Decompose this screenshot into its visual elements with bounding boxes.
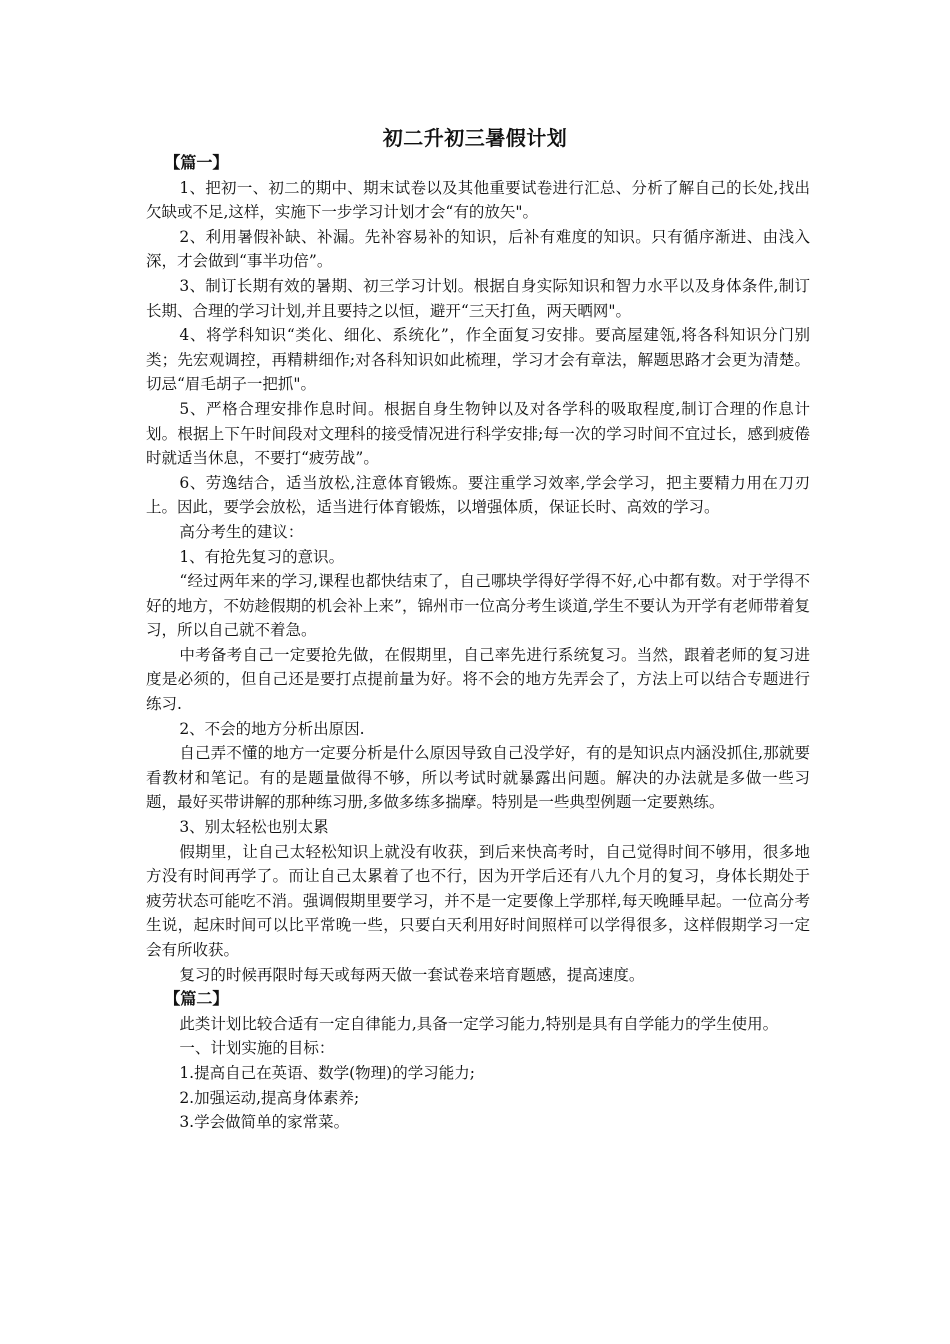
- paragraph: 3、制订长期有效的暑期、初三学习计划。根据自身实际知识和智力水平以及身体条件,制订长期、合理的学习计划,并且要持之以恒，避开“三天打鱼，两天晒网"。: [146, 276, 810, 320]
- paragraph: 1.提高自己在英语、数学(物理)的学习能力;: [179, 1063, 475, 1082]
- paragraph: 5、严格合理安排作息时间。根据自身生物钟以及对各学科的吸取程度,制订合理的作息计划。根据上下午时间段对文理科的接受情况进行科学安排;每一次的学习时间不宜过长，感到疲倦时就适当休息，不要打“疲劳战”。: [146, 399, 810, 468]
- section-heading: 【篇一】: [164, 153, 229, 172]
- document-body: [146, 151, 810, 1135]
- section-heading: 【篇二】: [164, 989, 229, 1009]
- paragraph: 假期里，让自己太轻松知识上就没有收获，到后来快高考时，自己觉得时间不够用，很多地方没有时间再学了。而让自己太累着了也不行，因为开学后还有八九个月的复习，身体长期处于疲劳状态可能吃不消。强调假期里要学习，并不是一定要像上学那样,每天晚睡早起。一位高分考生说，起床时间可以比平常晚一些，只要白天利用好时间照样可以学得很多，这样假期学习一定会有所收获。: [146, 842, 810, 959]
- paragraph: 6、劳逸结合，适当放松,注意体育锻炼。要注重学习效率,学会学习，把主要精力用在刀刃上。因此，要学会放松，适当进行体育锻炼，以增强体质，保证长时、高效的学习。: [146, 473, 810, 517]
- paragraph: 一、计划实施的目标：: [179, 1039, 335, 1058]
- paragraph: 中考备考自己一定要抢先做，在假期里，自己率先进行系统复习。当然，跟着老师的复习进度是必须的，但自己还是要打点提前量为好。将不会的地方先弄会了，方法上可以结合专题进行练习.: [146, 645, 810, 714]
- paragraph: “经过两年来的学习,课程也都快结束了，自己哪块学得好学得不好,心中都有数。对于学得不好的地方，不妨趁假期的机会补上来”，锦州市一位高分考生谈道,学生不要认为开学有老师带着复习，所以自己就不着急。: [146, 572, 810, 640]
- paragraph: 复习的时候再限时每天或每两天做一套试卷来培育题感，提高速度。: [179, 965, 645, 984]
- paragraph: 此类计划比较合适有一定自律能力,具备一定学习能力,特别是具有自学能力的学生使用。: [179, 1014, 779, 1033]
- paragraph: 2.加强运动,提高身体素养;: [179, 1088, 360, 1107]
- paragraph: 1、有抢先复习的意识。: [179, 547, 345, 566]
- paragraph: 自己弄不懂的地方一定要分析是什么原因导致自己没学好，有的是知识点内涵没抓住,那就要看教材和笔记。有的是题量做得不够，所以考试时就暴露出问题。解决的办法就是多做一些习题，最好买带讲解的那种练习册,多做多练多揣摩。特别是一些典型例题一定要熟练。: [146, 744, 810, 812]
- paragraph: 4、将学科知识“类化、细化、系统化”，作全面复习安排。要高屋建瓴,将各科知识分门别类；先宏观调控，再精耕细作;对各科知识如此梳理，学习才会有章法，解题思路才会更为清楚。切忌“眉毛胡子一把抓"。: [146, 326, 810, 394]
- paragraph: 2、不会的地方分析出原因.: [179, 719, 365, 738]
- paragraph: 高分考生的建议：: [179, 522, 304, 541]
- page-title: 初二升初三暑假计划: [382, 126, 568, 150]
- paragraph: 3.学会做简单的家常菜。: [179, 1113, 350, 1132]
- paragraph: 1、把初一、初二的期中、期末试卷以及其他重要试卷进行汇总、分析了解自己的长处,找出欠缺或不足,这样，实施下一步学习计划才会“有的放矢"。: [146, 178, 810, 222]
- paragraph: 2、利用暑假补缺、补漏。先补容易补的知识，后补有难度的知识。只有循序渐进、由浅入深，才会做到“事半功倍”。: [146, 227, 810, 271]
- paragraph: 3、别太轻松也别太累: [179, 818, 329, 837]
